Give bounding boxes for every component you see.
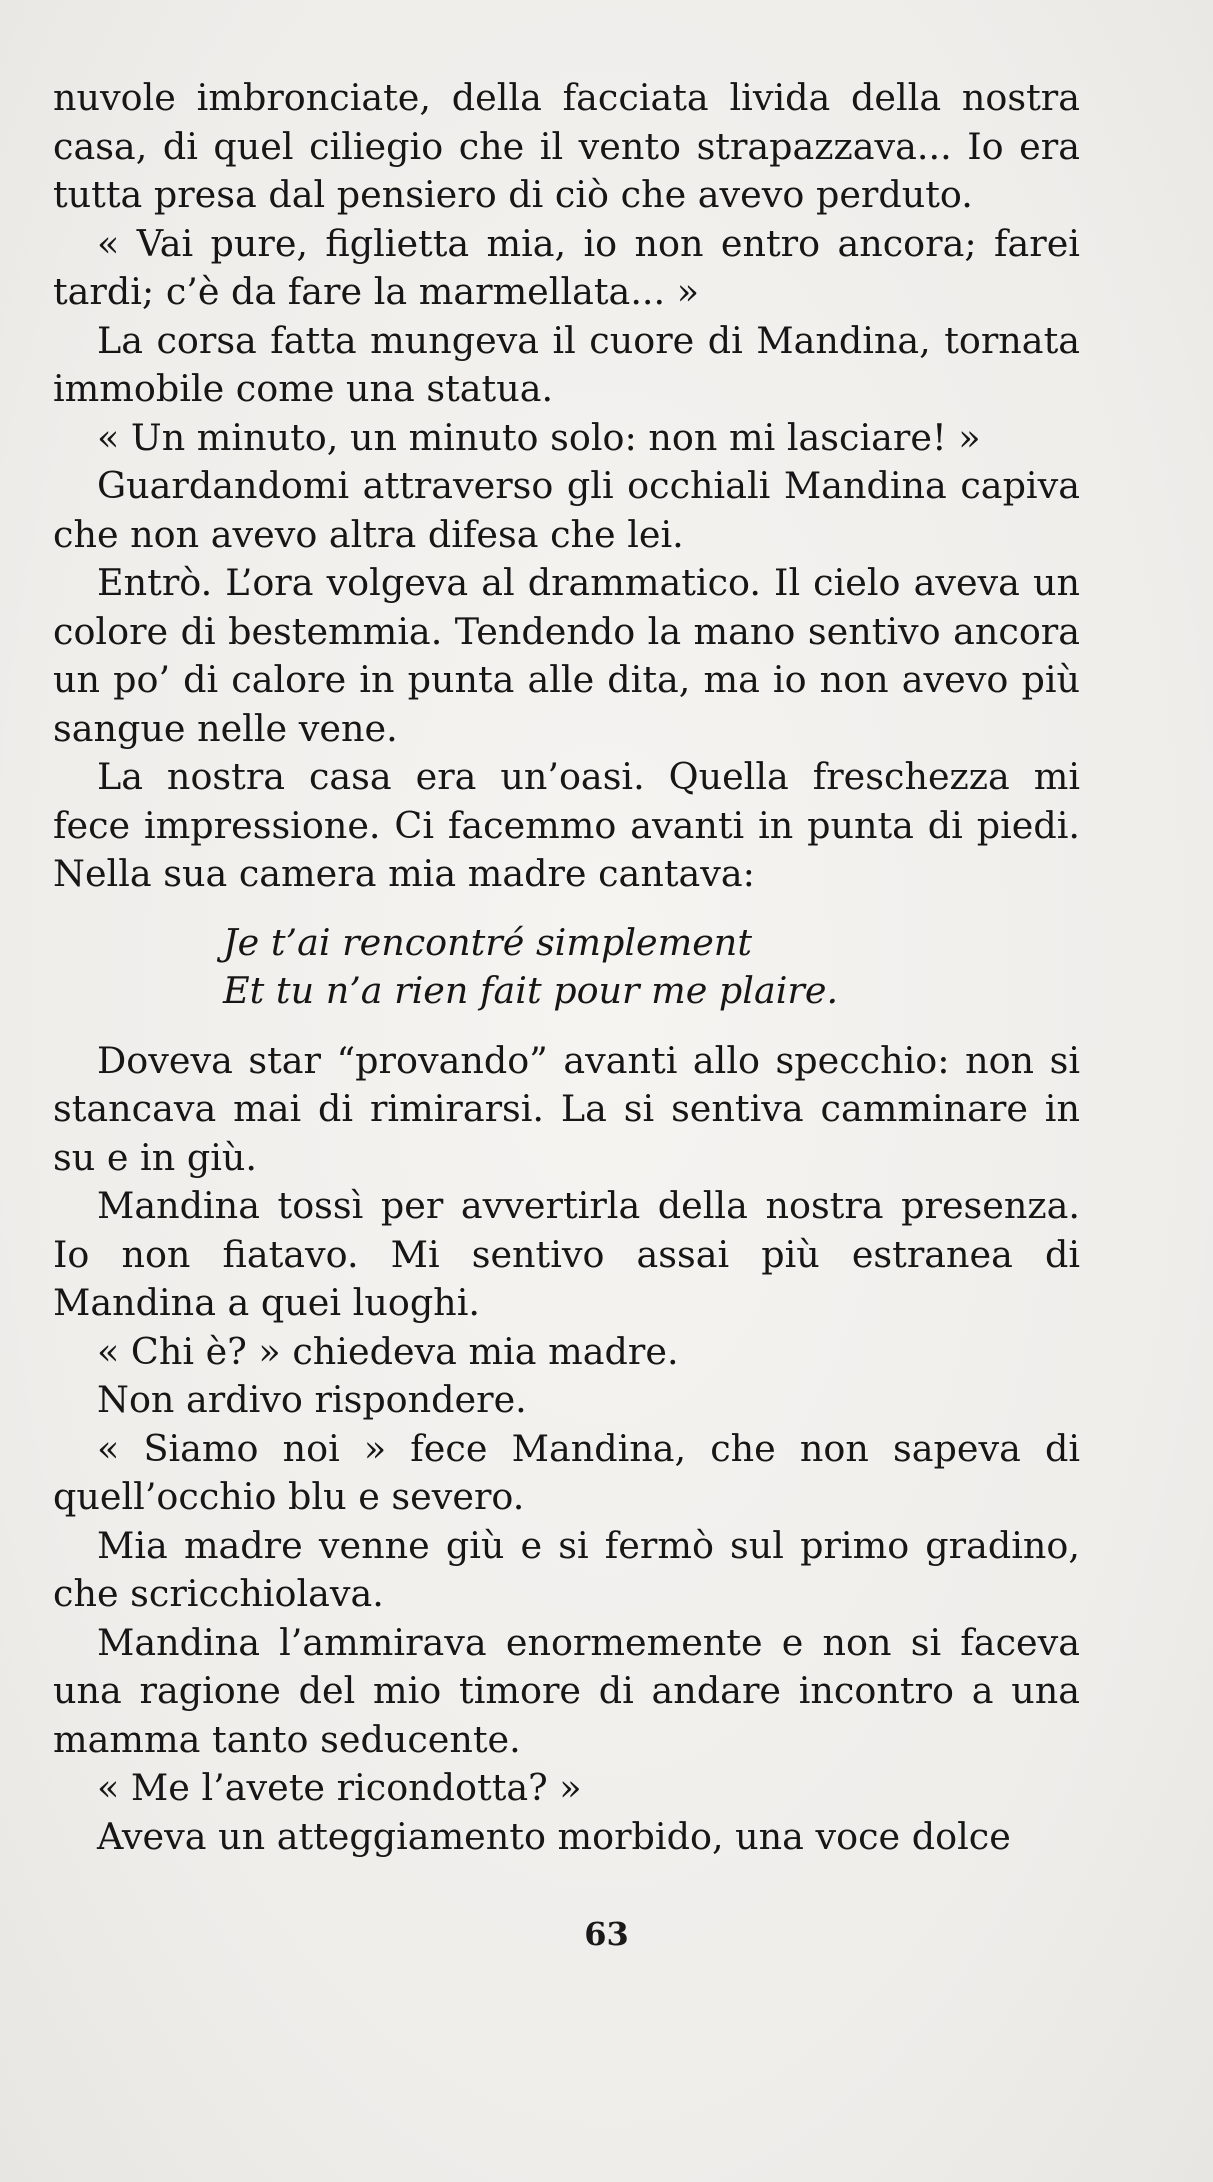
paragraph: Non ardivo rispondere. — [97, 1378, 527, 1421]
page-body-text — [53, 74, 1080, 1861]
page-number: 63 — [584, 1915, 629, 1953]
paragraph: nuvole imbronciate, della facciata livida della nostra casa, di quel ciliegio che il vento strapazzava... Io era tutta presa dal pensiero di ciò che avevo perduto. — [53, 76, 1080, 216]
paragraph: Entrò. L’ora volgeva al drammatico. Il cielo aveva un colore di bestemmia. Tendendo la mano sentivo ancora un po’ di calore in punta alle dita, ma io non avevo più sangue nelle vene. — [53, 561, 1080, 750]
song-quote — [223, 919, 1080, 1015]
paragraph: Guardandomi attraverso gli occhiali Mandina capiva che non avevo altra difesa che lei. — [53, 464, 1080, 556]
paragraph: « Vai pure, figlietta mia, io non entro ancora; farei tardi; c’è da fare la marmellata... » — [53, 221, 1080, 313]
paragraph: « Chi è? » chiedeva mia madre. — [97, 1329, 679, 1373]
song-line: Je t’ai rencontré simplement — [223, 920, 752, 964]
paragraph: « Me l’avete ricondotta? » — [97, 1766, 582, 1809]
paragraph: Mandina l’ammirava enormemente e non si faceva una ragione del mio timore di andare incontro a una mamma tanto seducente. — [53, 1620, 1080, 1761]
paragraph: Mandina tossì per avvertirla della nostra presenza. Io non fiatavo. Mi sentivo assai più estranea di Mandina a quei luoghi. — [53, 1184, 1080, 1324]
paragraph: « Siamo noi » fece Mandina, che non sapeva di quell’occhio blu e severo. — [53, 1426, 1080, 1518]
paragraph: La nostra casa era un’oasi. Quella freschezza mi fece impressione. Ci facemmo avanti in punta di piedi. Nella sua camera mia madre cantava: — [53, 755, 1080, 895]
paragraph: Mia madre venne giù e si fermò sul primo gradino, che scricchiolava. — [53, 1523, 1080, 1615]
paragraph: Doveva star “provando” avanti allo specchio: non si stancava mai di rimirarsi. La si sentiva camminare in su e in giù. — [53, 1038, 1080, 1179]
song-line: Et tu n’a rien fait pour me plaire. — [223, 968, 839, 1012]
paragraph: Aveva un atteggiamento morbido, una voce dolce — [97, 1814, 1011, 1858]
paragraph: La corsa fatta mungeva il cuore di Mandina, tornata immobile come una statua. — [53, 318, 1080, 410]
paragraph: « Un minuto, un minuto solo: non mi lasciare! » — [97, 415, 981, 459]
